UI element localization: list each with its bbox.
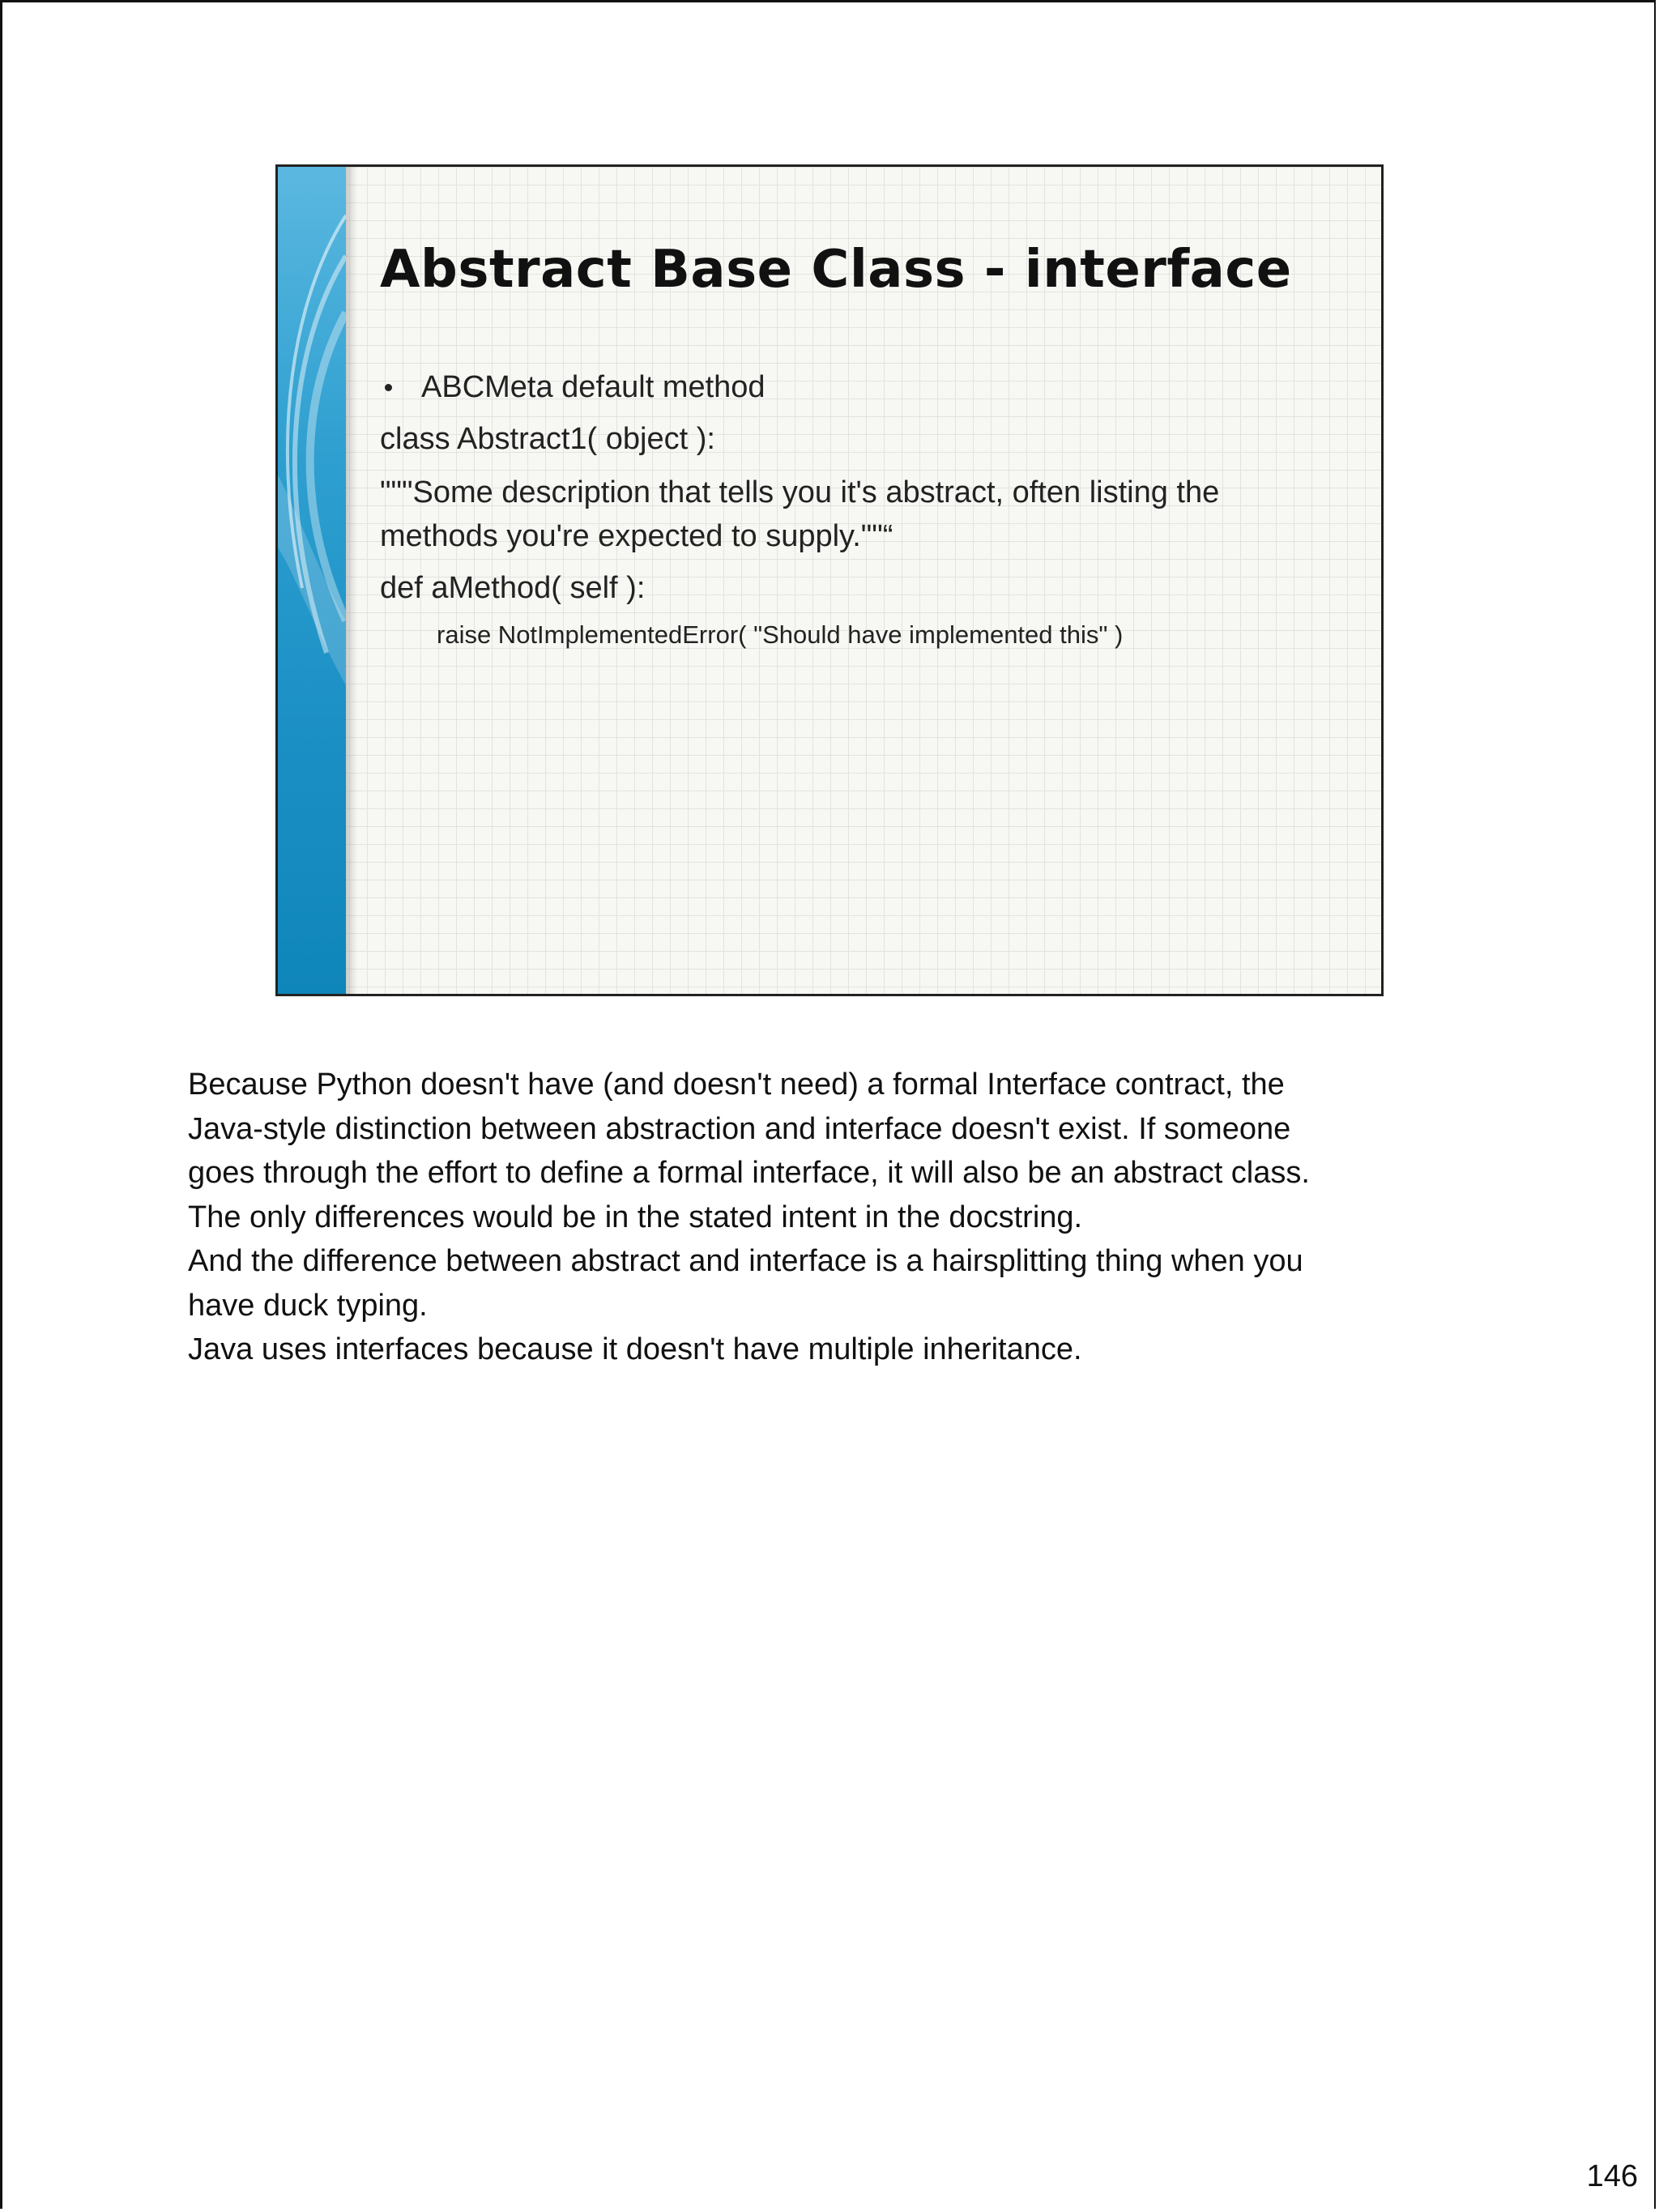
slide-bullet [380, 365, 1352, 409]
docstring-block [380, 471, 1352, 558]
class-line: class Abstract1( object ): [380, 422, 715, 456]
swoosh-decoration-icon [278, 167, 346, 994]
speaker-notes [188, 1063, 1484, 1372]
bullet-icon [385, 384, 392, 391]
notes-line: And the difference between abstract and interface is a hairsplitting thing when you [188, 1244, 1303, 1278]
def-line: def aMethod( self ): [380, 571, 646, 605]
slide-decorative-band [278, 167, 346, 994]
notes-line: Because Python doesn't have (and doesn't need) a formal Interface contract, the [188, 1068, 1285, 1102]
notes-line: goes through the effort to define a formal interface, it will also be an abstract class. [188, 1156, 1310, 1190]
slide-content [380, 365, 1352, 657]
notes-line: have duck typing. [188, 1288, 428, 1323]
notes-line: Java uses interfaces because it doesn't have multiple inheritance. [188, 1332, 1082, 1366]
slide-band-shadow [346, 167, 357, 994]
docstring-line: """Some description that tells you it's abstract, often listing the [380, 475, 1220, 509]
notes-line: The only differences would be in the stated intent in the docstring. [188, 1200, 1083, 1234]
notes-line: Java-style distinction between abstraction and interface doesn't exist. If someone [188, 1111, 1291, 1146]
slide-title: Abstract Base Class - interface [380, 240, 1292, 300]
slide-bullet-text: ABCMeta default method [421, 370, 766, 404]
docstring-line: methods you're expected to supply.""“ [380, 519, 893, 553]
raise-line: raise NotImplementedError( "Should have implemented this" ) [437, 620, 1124, 649]
slide-image [275, 164, 1384, 996]
page-number: 146 [1586, 2159, 1638, 2193]
